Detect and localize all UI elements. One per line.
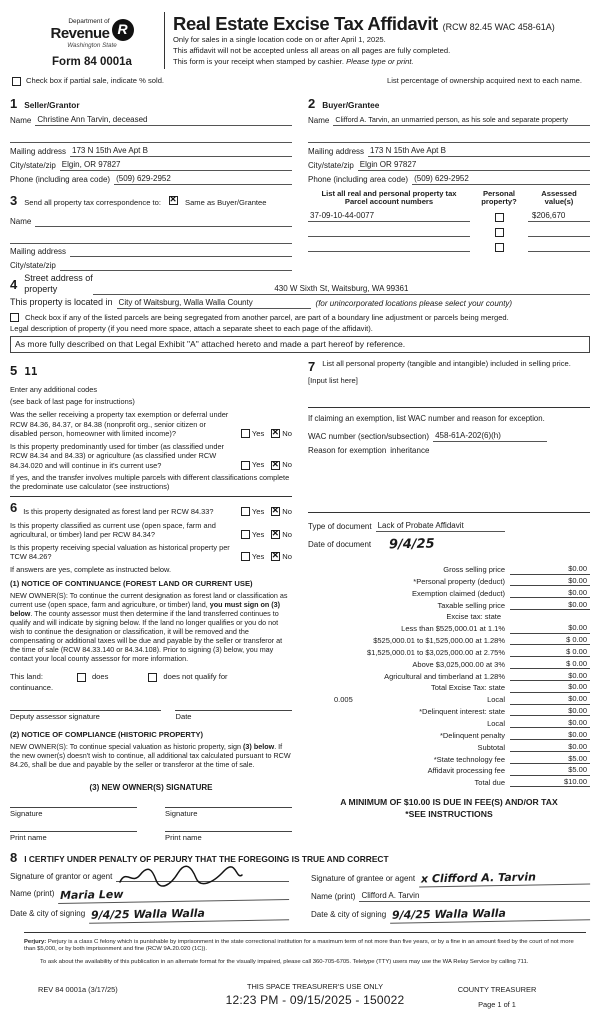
form-title-text: Real Estate Excise Tax Affidavit bbox=[173, 13, 438, 34]
buyer-csz-input[interactable]: Elgin OR 97827 bbox=[358, 160, 590, 171]
section-4 bbox=[10, 273, 590, 296]
question-current-use: Is this property classified as current use (open space, farm and agricultural, or timber) land per RCW 84.34? bbox=[10, 520, 216, 539]
segregated-parcel-checkbox[interactable] bbox=[10, 313, 19, 322]
section-5-6-column bbox=[10, 359, 292, 843]
section-divider bbox=[10, 496, 292, 497]
compliance-body bbox=[10, 742, 292, 769]
document-type-input[interactable]: Lack of Probate Affidavit bbox=[376, 521, 505, 532]
parcel-number-input[interactable]: 37-09-10-44-0077 bbox=[308, 211, 470, 222]
personal-property-checkbox[interactable] bbox=[495, 243, 504, 252]
tax-row-label: Total Excise Tax: state bbox=[430, 683, 505, 693]
tax-row-value[interactable]: $0.00 bbox=[510, 743, 590, 752]
tax-row-label: Gross selling price bbox=[443, 565, 505, 575]
yes-checkbox[interactable] bbox=[241, 507, 250, 516]
grantor-signature-block bbox=[10, 868, 289, 922]
page-indicator: Page 1 of 1 bbox=[478, 1000, 516, 1010]
grantor-print-name-input[interactable]: Maria Lew bbox=[58, 885, 289, 904]
no-label: No bbox=[282, 507, 292, 517]
assessed-col-header-line1: Assessed bbox=[541, 188, 577, 198]
section-divider bbox=[308, 407, 590, 408]
section-1-title: Seller/Grantor bbox=[24, 99, 80, 110]
tax-row-value[interactable]: $5.00 bbox=[510, 755, 590, 764]
tax-row-label: *State technology fee bbox=[433, 754, 505, 764]
grantor-signature-label: Signature of grantor or agent bbox=[10, 871, 113, 881]
wac-number-input[interactable]: 458-61A-202(6)(h) bbox=[433, 431, 547, 442]
yes-no-group bbox=[236, 552, 292, 561]
this-land-label: This land: bbox=[10, 672, 43, 682]
grantor-date-city-input[interactable]: 9/4/25 Walla Walla bbox=[89, 905, 289, 923]
buyer-phone-input[interactable]: (509) 629-2952 bbox=[412, 174, 590, 185]
certification-signatures bbox=[10, 868, 590, 922]
perjury-divider bbox=[24, 932, 586, 933]
located-input[interactable]: City of Waitsburg, Walla Walla County bbox=[117, 298, 311, 309]
compliance-body-post: . If the new owner(s) doesn't wish to continue, all additional tax calculated pursuant to RCW 84.26, shall be due and payable by the seller or transferor at the time of sale. bbox=[10, 742, 291, 770]
no-checkbox[interactable] bbox=[271, 507, 280, 516]
seller-phone-label: Phone (including area code) bbox=[10, 175, 111, 185]
question-forest-land: Is this property designated as forest land per RCW 84.33? bbox=[23, 507, 214, 517]
seller-csz-label: City/state/zip bbox=[10, 161, 56, 171]
personal-property-list-input[interactable]: [Input list here] bbox=[308, 375, 358, 385]
segregated-parcel-label: Check box if any of the listed parcels are being segregated from another parcel, are part of a boundary line adjustment or parcels being merged. bbox=[25, 312, 509, 322]
seller-mailing-input[interactable]: 173 N 15th Ave Apt B bbox=[70, 146, 292, 157]
tax-row-label: Local bbox=[487, 695, 505, 705]
grantee-print-name-label: Name (print) bbox=[311, 891, 356, 901]
tax-row-label: Subtotal bbox=[477, 742, 505, 752]
print-name-label: Print name bbox=[165, 832, 202, 842]
grantor-signature-input[interactable] bbox=[116, 871, 289, 882]
tax-row-value[interactable]: $ 0.00 bbox=[510, 648, 590, 657]
compliance-body-bold: (3) below bbox=[243, 742, 275, 752]
same-as-buyer-label: Same as Buyer/Grantee bbox=[185, 198, 267, 208]
buyer-column bbox=[308, 92, 590, 271]
does-label: does bbox=[91, 672, 109, 682]
header-note-1: Only for sales in a single location code on or after April 1, 2025. bbox=[173, 34, 386, 44]
tax-row-label: *Delinquent penalty bbox=[439, 730, 505, 740]
seller-column bbox=[10, 92, 292, 271]
no-checkbox[interactable] bbox=[271, 530, 280, 539]
buyer-name-continuation-line[interactable] bbox=[308, 131, 590, 143]
legal-description-label: Legal description of property (if you need more space, attach a separate sheet to each page of the affidavit). bbox=[10, 324, 373, 334]
tax-computation-table bbox=[308, 565, 590, 787]
yes-checkbox[interactable] bbox=[241, 530, 250, 539]
section-divider bbox=[308, 512, 590, 513]
grantee-signature-label: Signature of grantee or agent bbox=[311, 873, 416, 883]
street-address-label-2: property bbox=[24, 284, 58, 295]
dor-logo-icon: R bbox=[112, 19, 134, 41]
alternate-format-notice: To ask about the availability of this publication in an alternate format for the visually impaired, please call 360-705-6705. Teletype (TTY) users may use the WA Relay Service by calling 711. bbox=[40, 958, 529, 965]
tax-row-value[interactable]: $0.00 bbox=[510, 719, 590, 728]
grantee-signature-block bbox=[311, 868, 590, 922]
wac-number-label: WAC number (section/subsection) bbox=[308, 432, 430, 442]
tax-row-value[interactable]: $0.00 bbox=[510, 577, 590, 586]
form-header bbox=[28, 10, 586, 69]
parcel-table-header bbox=[308, 190, 590, 207]
treasurer-space-label: THIS SPACE TREASURER'S USE ONLY bbox=[246, 982, 384, 992]
tax-row-label: Excise tax: state bbox=[446, 612, 501, 622]
if-answers-yes-note: If answers are yes, complete as instructed below. bbox=[10, 564, 172, 574]
personal-col-header-line2: property? bbox=[481, 197, 517, 207]
perjury-body: Perjury is a class C felony which is punishable by imprisonment in the state correctional institution for a maximum term of not more than five years, or by a fine in an amount fixed by the court of not more than $5,000, or by both imprisonment and fine (RCW 9A.20.020 (1C)). bbox=[24, 938, 574, 953]
question-tax-exemption: Was the seller receiving a property tax exemption or deferral under RCW 84.36, 84.37, or 84.38 (nonprofit org., senior citizen or disabled person, homeowner with limited income)? bbox=[10, 410, 229, 438]
treasurer-stamp: 12:23 PM - 09/15/2025 - 150022 bbox=[225, 993, 405, 1008]
tax-row-label: Local bbox=[487, 719, 505, 728]
land-does-not-qualify-checkbox[interactable] bbox=[148, 673, 157, 682]
tax-row-label: Total due bbox=[474, 778, 505, 788]
seller-name-continuation-line[interactable] bbox=[10, 131, 292, 143]
tax-row-value[interactable]: $0.00 bbox=[510, 707, 590, 716]
exemption-reason-input[interactable]: inheritance bbox=[390, 446, 430, 456]
perjury-notice bbox=[10, 939, 590, 954]
parcel-number-input[interactable] bbox=[308, 241, 470, 252]
personal-property-checkbox[interactable] bbox=[495, 228, 504, 237]
tax-row-label: $1,525,000.01 to $3,025,000.00 at 2.75% bbox=[366, 647, 505, 657]
tax-row-value[interactable]: $5.00 bbox=[510, 766, 590, 775]
tax-row-value[interactable]: $0.00 bbox=[510, 672, 590, 681]
tax-row-label: *Personal property (deduct) bbox=[413, 577, 505, 587]
tax-row-label: Agricultural and timberland at 1.28% bbox=[384, 671, 505, 681]
print-name-label: Print name bbox=[10, 832, 47, 842]
assessed-col-header-line2: value(s) bbox=[544, 197, 574, 207]
yes-no-group bbox=[236, 429, 292, 438]
seller-name-input[interactable]: Christine Ann Tarvin, deceased bbox=[35, 115, 292, 126]
correspondence-csz-label: City/state/zip bbox=[10, 260, 56, 270]
buyer-name-label: Name bbox=[308, 115, 330, 125]
personal-col-header-line1: Personal bbox=[482, 188, 516, 198]
no-checkbox[interactable] bbox=[271, 552, 280, 561]
signature-label: Signature bbox=[165, 809, 198, 819]
no-label: No bbox=[282, 460, 292, 470]
tax-row-value[interactable]: $10.00 bbox=[510, 778, 590, 787]
codes-hint-1: Enter any additional codes bbox=[10, 384, 98, 394]
predominate-use-note: If yes, and the transfer involves multiple parcels with different classifications complete the predominate use calculator (see instructions) bbox=[10, 472, 290, 492]
dor-logo-block bbox=[28, 10, 156, 69]
located-label: This property is located in bbox=[10, 297, 113, 308]
document-type-label: Type of document bbox=[308, 522, 372, 532]
property-located-row bbox=[10, 297, 590, 308]
correspondence-name-continuation-line[interactable] bbox=[10, 232, 292, 244]
street-address-input[interactable]: 430 W Sixth St, Waitsburg, WA 99361 bbox=[93, 284, 590, 295]
grantor-date-city-label: Date & city of signing bbox=[10, 909, 86, 919]
deputy-date-line[interactable] bbox=[175, 710, 292, 721]
dept-of-label: Department of bbox=[68, 18, 110, 25]
seller-name-label: Name bbox=[10, 116, 32, 126]
question-historical-property: Is this property receiving special valuation as historical property per TCW 84.26? bbox=[10, 543, 230, 562]
section-3-number: 3 bbox=[10, 193, 18, 209]
seller-phone-input[interactable]: (509) 629-2952 bbox=[114, 174, 292, 185]
parcel-row bbox=[308, 211, 590, 222]
section-7-label: List all personal property (tangible and intangible) included in selling price. bbox=[322, 358, 571, 368]
section-7-column bbox=[308, 359, 590, 843]
correspondence-name-input[interactable] bbox=[35, 216, 292, 227]
parcel-row bbox=[308, 226, 590, 237]
tax-row-label: $525,000.01 to $1,525,000.00 at 1.28% bbox=[373, 636, 505, 646]
section-2-title: Buyer/Grantee bbox=[322, 99, 380, 110]
yes-label: Yes bbox=[251, 428, 265, 438]
yes-checkbox[interactable] bbox=[241, 552, 250, 561]
new-owner-printname-line-2[interactable] bbox=[165, 831, 292, 842]
no-label: No bbox=[282, 428, 292, 438]
form-title-rcw: (RCW 82.45 WAC 458-61A) bbox=[442, 22, 555, 32]
grantee-signature-input[interactable]: x Clifford A. Tarvin bbox=[419, 870, 590, 888]
deputy-assessor-signature-line[interactable] bbox=[10, 710, 161, 721]
parcel-col-header-line1: List all real and personal property tax bbox=[321, 188, 457, 198]
header-divider bbox=[164, 12, 165, 69]
yes-label: Yes bbox=[251, 507, 265, 517]
yes-label: Yes bbox=[251, 552, 265, 562]
correspondence-mailing-input[interactable] bbox=[70, 247, 292, 258]
county-treasurer-label: COUNTY TREASURER bbox=[457, 985, 537, 995]
seller-csz-input[interactable]: Elgin, OR 97827 bbox=[60, 160, 292, 171]
assessed-value-input[interactable]: $206,670 bbox=[528, 211, 590, 222]
exemption-note: If claiming an exemption, list WAC number and reason for exception. bbox=[308, 414, 545, 424]
no-checkbox[interactable] bbox=[271, 461, 280, 470]
section-2-number: 2 bbox=[308, 95, 316, 111]
yes-checkbox[interactable] bbox=[241, 461, 250, 470]
grantee-print-name-input[interactable]: Clifford A. Tarvin bbox=[359, 891, 590, 902]
tax-row-label: *Delinquent interest: state bbox=[419, 707, 505, 717]
yes-label: Yes bbox=[251, 460, 265, 470]
form-footer bbox=[10, 982, 590, 1010]
yes-no-group bbox=[236, 507, 292, 516]
compliance-body-pre: NEW OWNER(S): To continue special valuation as historic property, sign bbox=[10, 742, 244, 752]
section-5-number: 5 bbox=[10, 362, 18, 378]
header-note-3-emphasis: Please type or print. bbox=[346, 56, 414, 66]
deputy-assessor-signature-label: Deputy assessor signature bbox=[10, 712, 100, 722]
tax-row-value[interactable]: $ 0.00 bbox=[510, 660, 590, 669]
buyer-csz-label: City/state/zip bbox=[308, 160, 354, 170]
parcel-col-header-line2: Parcel account numbers bbox=[344, 197, 434, 207]
header-note-2: This affidavit will not be accepted unless all areas on all pages are fully completed. bbox=[173, 45, 451, 55]
codes-hint-2: (see back of last page for instructions) bbox=[10, 397, 135, 407]
new-owner-signature-line-1[interactable] bbox=[10, 807, 137, 818]
assessed-value-input[interactable] bbox=[528, 242, 590, 252]
tax-row-value[interactable]: $0.00 bbox=[510, 695, 590, 704]
tax-row-label: Taxable selling price bbox=[437, 600, 505, 610]
legal-description-box[interactable]: As more fully described on that Legal Exhibit "A" attached hereto and made a part hereof by reference. bbox=[10, 336, 590, 353]
continuance-body bbox=[10, 591, 292, 663]
assessed-value-input[interactable] bbox=[528, 227, 590, 237]
tax-row-label: Affidavit processing fee bbox=[427, 766, 505, 776]
does-not-label: does not qualify for bbox=[163, 672, 228, 682]
signature-label: Signature bbox=[10, 809, 43, 819]
tax-row-value[interactable]: $0.00 bbox=[510, 565, 590, 574]
tax-row-value[interactable]: $0.00 bbox=[510, 601, 590, 610]
minimum-fee-notice bbox=[308, 797, 590, 820]
revenue-wordmark: Revenue bbox=[50, 25, 110, 43]
form-title bbox=[173, 14, 586, 33]
rev-number: REV 84 0001a (3/17/25) bbox=[38, 985, 118, 995]
partial-sale-label: Check box if partial sale, indicate % sold. bbox=[26, 76, 165, 86]
local-rate-value: 0.005 bbox=[334, 695, 353, 705]
document-date-label: Date of document bbox=[308, 540, 372, 550]
tax-row-value[interactable]: $0.00 bbox=[510, 624, 590, 633]
partial-sale-checkbox[interactable] bbox=[12, 77, 21, 86]
compliance-title: (2) NOTICE OF COMPLIANCE (HISTORIC PROPERTY) bbox=[10, 729, 204, 739]
continuance-body-bold: you must sign on (3) below bbox=[10, 600, 281, 619]
yes-checkbox[interactable] bbox=[241, 429, 250, 438]
located-note: (for unincorporated locations please select your county) bbox=[315, 298, 513, 308]
washington-state-label: Washington State bbox=[67, 42, 117, 50]
continuance-body-pre: NEW OWNER(S): To continue the current designation as forest land or classification as current use (open space, farm and agriculture, or timber) land, bbox=[10, 591, 288, 610]
grantor-print-name-label: Name (print) bbox=[10, 889, 55, 899]
deputy-date-label: Date bbox=[175, 712, 192, 722]
form-number: Form 84 0001a bbox=[52, 55, 132, 68]
section-7-number: 7 bbox=[308, 358, 316, 374]
section-6-number: 6 bbox=[10, 500, 18, 516]
yes-label: Yes bbox=[251, 529, 265, 539]
correspondence-csz-input[interactable] bbox=[60, 260, 292, 271]
buyer-mailing-label: Mailing address bbox=[308, 146, 365, 156]
no-label: No bbox=[282, 552, 292, 562]
new-owner-printname-line-1[interactable] bbox=[10, 831, 137, 842]
perjury-label: Perjury: bbox=[24, 938, 47, 945]
tax-row-label: Less than $525,000.01 at 1.1% bbox=[401, 624, 505, 634]
tax-row-label: Exemption claimed (deduct) bbox=[412, 588, 505, 598]
continuance-body-post: . The county assessor must then determine if the land transferred continues to qualify and will indicate by signing below. If the land no longer qualifies or you do not wish to continue the designation or classification, it will be removed and the compensating or additional taxes will be due and payable by the seller or transferor at the time of sale (RCW 84.33.140 or 84.34.108). Prior to signing (3) below, you may contact your local county assessor for more information. bbox=[10, 609, 283, 664]
buyer-name-input[interactable]: Clifford A. Tarvin, an unmarried person, as his sole and separate property bbox=[333, 115, 590, 126]
land-does-qualify-checkbox[interactable] bbox=[77, 673, 86, 682]
tax-row-label: Above $3,025,000.00 at 3% bbox=[412, 659, 505, 669]
grantee-date-city-label: Date & city of signing bbox=[311, 909, 387, 919]
buyer-phone-label: Phone (including area code) bbox=[308, 174, 409, 184]
ownership-percentage-note: List percentage of ownership acquired next to each name. bbox=[386, 76, 582, 86]
certify-title: I CERTIFY UNDER PENALTY OF PERJURY THAT THE FOREGOING IS TRUE AND CORRECT bbox=[24, 854, 389, 865]
continuance-word: continuance. bbox=[10, 682, 54, 692]
new-owner-signature-line-2[interactable] bbox=[165, 807, 292, 818]
question-timber-agriculture: Is this property predominantly used for timber (as classified under RCW 84.34 and 84.33) or agriculture (as classified under RCW 84.34.020 and will continue in it's current use? bbox=[10, 442, 225, 470]
section-8-number: 8 bbox=[10, 850, 18, 866]
header-note-3-text: This form is your receipt when stamped by cashier. bbox=[173, 56, 344, 66]
minimum-fee-line-2: *SEE INSTRUCTIONS bbox=[405, 809, 493, 820]
yes-no-group bbox=[236, 460, 292, 469]
no-label: No bbox=[282, 529, 292, 539]
tax-row-value bbox=[506, 613, 586, 622]
tax-row-value[interactable]: $0.00 bbox=[510, 731, 590, 740]
street-address-label-1: Street address of bbox=[24, 272, 93, 283]
seller-mailing-label: Mailing address bbox=[10, 147, 67, 157]
additional-codes-input[interactable]: 11 bbox=[24, 364, 38, 378]
parcel-number-input[interactable] bbox=[308, 226, 470, 237]
exemption-reason-label: Reason for exemption bbox=[308, 446, 387, 456]
grantor-signature-scribble bbox=[116, 867, 246, 887]
document-date-input[interactable]: 9/4/25 bbox=[389, 536, 435, 553]
section-4-number: 4 bbox=[10, 276, 18, 292]
tax-row-value[interactable]: $ 0.00 bbox=[510, 636, 590, 645]
tax-row-value[interactable]: $0.00 bbox=[510, 683, 590, 692]
buyer-mailing-input[interactable]: 173 N 15th Ave Apt B bbox=[368, 146, 590, 157]
no-checkbox[interactable] bbox=[271, 429, 280, 438]
yes-no-group bbox=[236, 530, 292, 539]
section-3-label: Send all property tax correspondence to: bbox=[24, 198, 162, 208]
parcel-row bbox=[308, 241, 590, 252]
tax-row-value[interactable]: $0.00 bbox=[510, 589, 590, 598]
correspondence-name-label: Name bbox=[10, 216, 32, 226]
new-owner-signature-heading: (3) NEW OWNER(S) SIGNATURE bbox=[89, 783, 213, 793]
section-1-number: 1 bbox=[10, 95, 18, 111]
personal-property-checkbox[interactable] bbox=[495, 213, 504, 222]
grantee-date-city-input[interactable]: 9/4/25 Walla Walla bbox=[390, 905, 590, 923]
same-as-buyer-checkbox[interactable] bbox=[169, 196, 178, 205]
continuance-title: (1) NOTICE OF CONTINUANCE (FOREST LAND OR CURRENT USE) bbox=[10, 578, 253, 588]
correspondence-mailing-label: Mailing address bbox=[10, 247, 67, 257]
header-note-3 bbox=[173, 57, 586, 66]
minimum-fee-line-1: A MINIMUM OF $10.00 IS DUE IN FEE(S) AND/OR TAX bbox=[340, 797, 558, 808]
